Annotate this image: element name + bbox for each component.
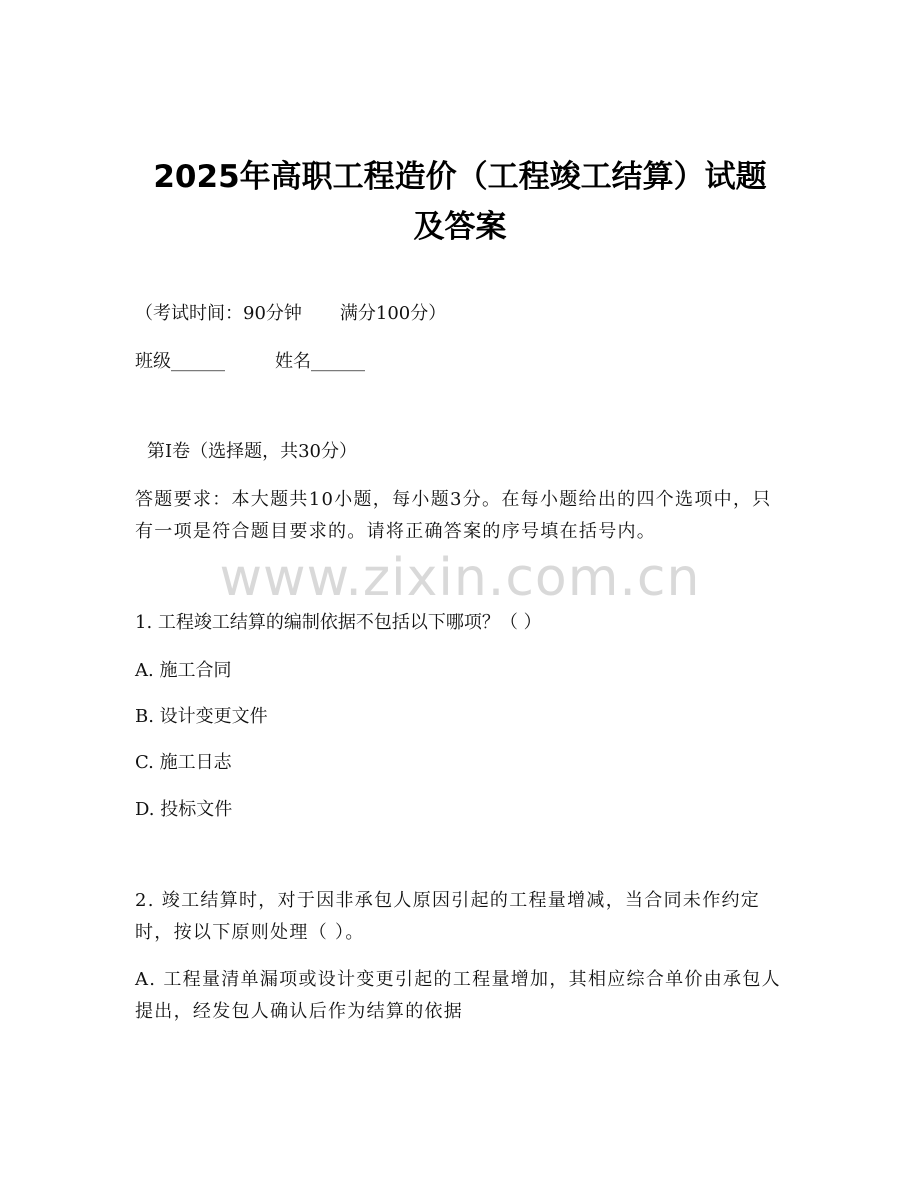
question-1-option-a: A. 施工合同 (135, 660, 232, 681)
question-1-option-d: D. 投标文件 (135, 799, 233, 820)
class-label: 班级______ (135, 351, 225, 372)
section-heading: 第I卷（选择题，共30分） (147, 441, 358, 462)
exam-info (135, 298, 785, 330)
student-info (135, 346, 785, 378)
document-title (60, 152, 860, 252)
name-label: 姓名______ (275, 351, 365, 372)
watermark: www.zixin.com.cn (219, 548, 701, 608)
question-2-option-a: A. 工程量清单漏项或设计变更引起的工程量增加，其相应综合单价由承包人提出，经发包人确认后作为结算的依据 (135, 969, 781, 1022)
question-1-stem: 1. 工程竣工结算的编制依据不包括以下哪项？（ ） (135, 612, 542, 633)
question-1-option-c: C. 施工日志 (135, 752, 232, 773)
title-line-1: 2025年高职工程造价（工程竣工结算）试题 (153, 159, 767, 195)
title-line-2: 及答案 (413, 209, 507, 245)
instructions: 答题要求：本大题共10小题，每小题3分。在每小题给出的四个选项中，只有一项是符合题目要求的。请将正确答案的序号填在括号内。 (135, 489, 772, 542)
question-2-stem: 2. 竣工结算时，对于因非承包人原因引起的工程量增减，当合同未作约定时，按以下原则处理（ ）。 (135, 890, 761, 943)
full-score: 满分100分） (339, 303, 447, 324)
question-1-option-b: B. 设计变更文件 (135, 706, 268, 727)
exam-time: （考试时间：90分钟 (135, 303, 302, 324)
